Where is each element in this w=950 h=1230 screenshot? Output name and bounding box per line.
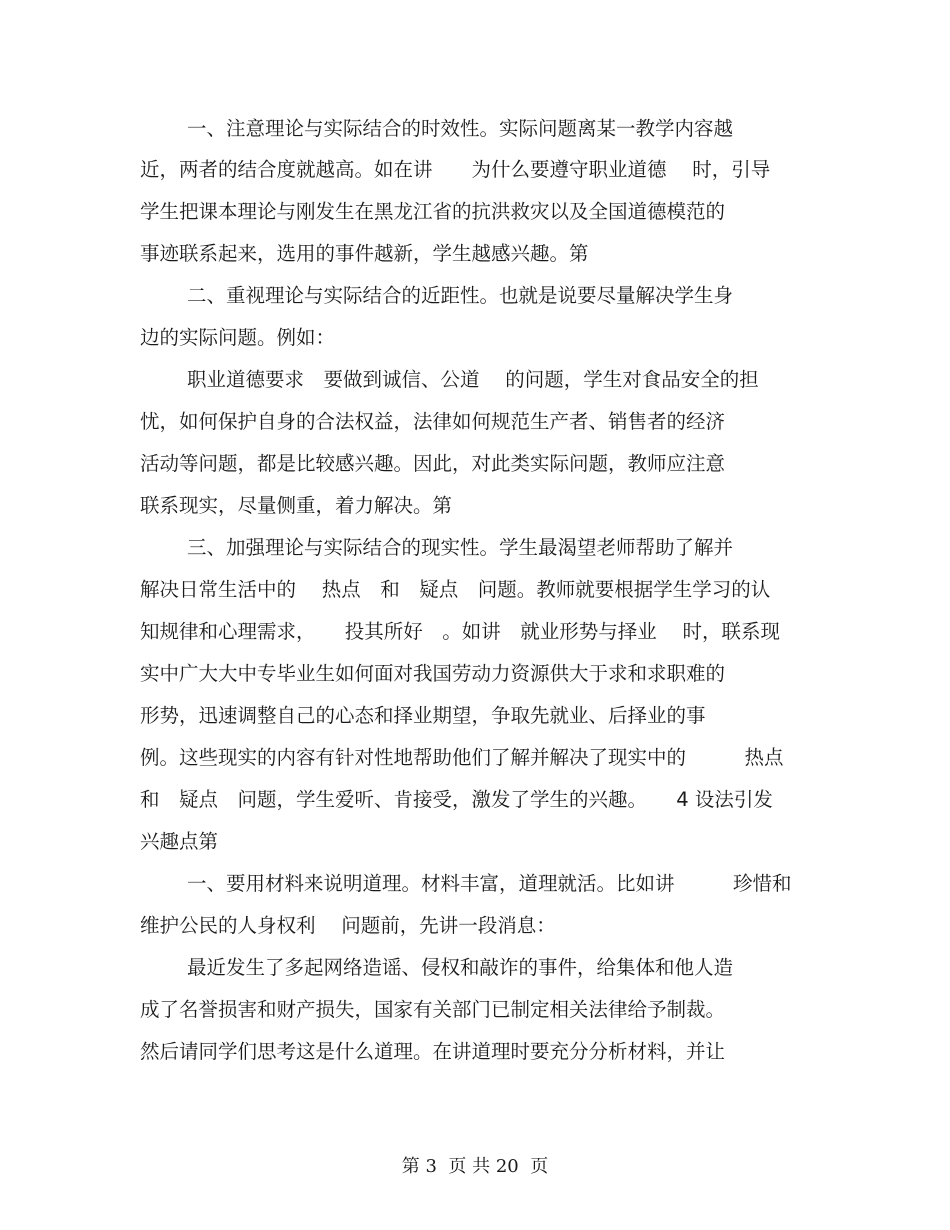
paragraph-line: 最近发生了多起网络造谣、侵权和敲诈的事件，给集体和他人造 bbox=[187, 956, 734, 979]
paragraph-line: 实中广大大中专毕业生如何面对我国劳动力资源供大于求和求职难的 bbox=[140, 662, 726, 685]
paragraph-line: 解决日常生活中的 热点 和 疑点 问题。教师就要根据学生学习的认 bbox=[140, 578, 771, 601]
paragraph-line: 然后请同学们思考这是什么道理。在讲道理时要充分分析材料，并让 bbox=[140, 1040, 726, 1063]
paragraph-line: 联系现实，尽量侧重，着力解决。第 bbox=[140, 494, 453, 517]
paragraph-line: 边的实际问题。例如： bbox=[140, 326, 336, 349]
paragraph-line: 一、要用材料来说明道理。材料丰富，道理就活。比如讲 珍惜和 bbox=[187, 872, 792, 895]
paragraph-line: 成了名誉损害和财产损失，国家有关部门已制定相关法律给予制裁。 bbox=[140, 998, 726, 1021]
paragraph-line: 维护公民的人身权利 问题前，先讲一段消息： bbox=[140, 914, 556, 937]
paragraph-line: 一、注意理论与实际结合的时效性。实际问题离某一教学内容越 bbox=[187, 117, 734, 140]
paragraph-line: 三、加强理论与实际结合的现实性。学生最渴望老师帮助了解并 bbox=[187, 536, 734, 559]
paragraph-line: 忧，如何保护自身的合法权益，法律如何规范生产者、销售者的经济 bbox=[140, 410, 726, 433]
paragraph-line: 知规律和心理需求， 投其所好 。如讲 就业形势与择业 时，联系现 bbox=[140, 620, 780, 643]
paragraph-line: 形势，迅速调整自己的心态和择业期望，争取先就业、后择业的事 bbox=[140, 704, 706, 727]
paragraph-line: 近，两者的结合度就越高。如在讲 为什么要遵守职业道德 时，引导 bbox=[140, 158, 771, 181]
paragraph-line: 事迹联系起来，选用的事件越新，学生越感兴趣。第 bbox=[140, 242, 589, 265]
paragraph-line: 职业道德要求 要做到诚信、公道 的问题，学生对食品安全的担 bbox=[187, 368, 759, 391]
page-number-footer: 第 3 页 共 20 页 bbox=[401, 1156, 549, 1177]
paragraph-line: 二、重视理论与实际结合的近距性。也就是说要尽量解决学生身 bbox=[187, 284, 734, 307]
paragraph-line: 学生把课本理论与刚发生在黑龙江省的抗洪救灾以及全国道德模范的 bbox=[140, 200, 726, 223]
paragraph-line: 例。这些现实的内容有针对性地帮助他们了解并解决了现实中的 热点 bbox=[140, 746, 784, 769]
paragraph-line: 兴趣点第 bbox=[140, 830, 219, 853]
paragraph-line: 活动等问题，都是比较感兴趣。因此，对此类实际问题，教师应注意 bbox=[140, 452, 726, 475]
paragraph-line: 和 疑点 问题，学生爱听、肯接受，激发了学生的兴趣。 4 设法引发 bbox=[140, 788, 773, 811]
